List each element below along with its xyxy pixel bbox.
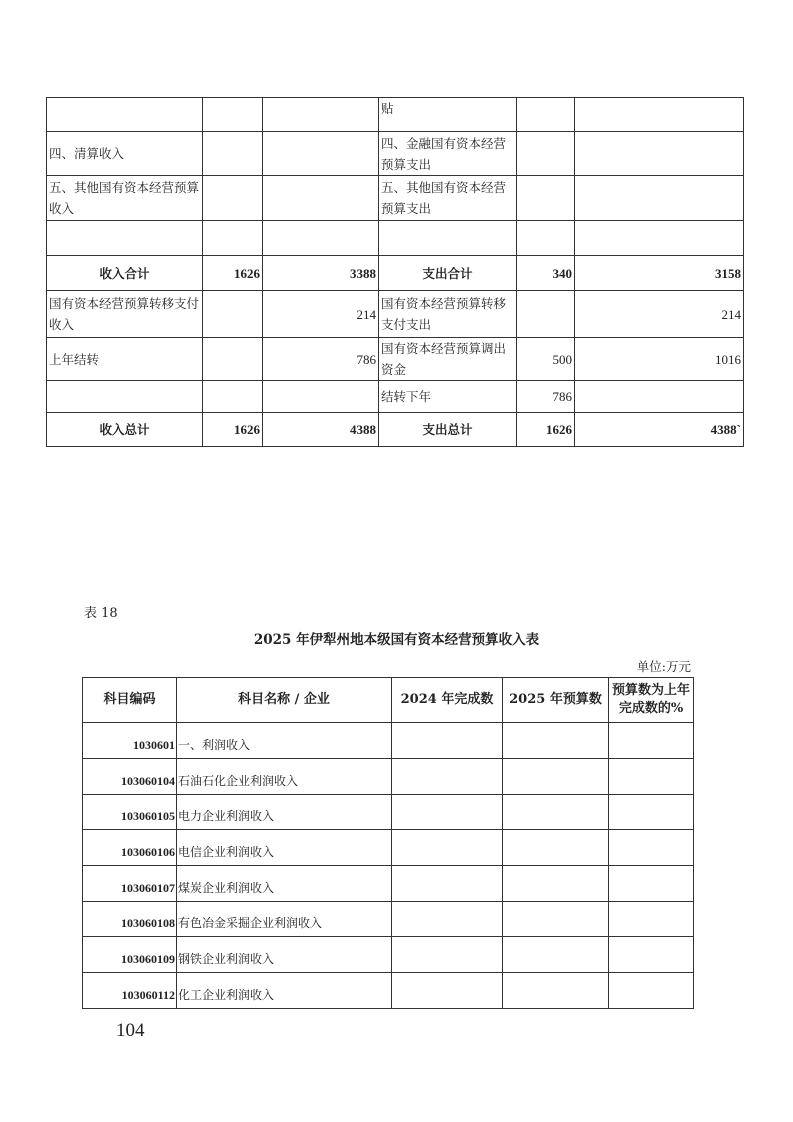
right-value2-cell: 1016 (575, 338, 744, 381)
left-value1-cell (203, 132, 263, 176)
right-label-cell: 支出合计 (379, 256, 517, 291)
code-cell: 103060108 (83, 901, 177, 937)
table-row (83, 901, 694, 937)
left-value1-cell (203, 98, 263, 132)
header-row (83, 678, 694, 723)
table-row (47, 132, 744, 176)
pct-cell (609, 937, 694, 973)
name-cell: 煤炭企业利润收入 (177, 866, 392, 902)
code-cell: 103060106 (83, 830, 177, 866)
table-row (83, 830, 694, 866)
right-value1-cell (517, 291, 575, 338)
value-2025-cell (503, 723, 609, 759)
left-label-cell (47, 221, 203, 256)
revenue-table (82, 677, 694, 1009)
table-label: 表 18 (84, 606, 118, 621)
right-label-cell: 结转下年 (379, 381, 517, 413)
value-2025-cell (503, 937, 609, 973)
header-pct: 预算数为上年完成数的% (609, 678, 694, 723)
left-value2-cell (263, 381, 379, 413)
right-label-cell: 五、其他国有资本经营预算支出 (379, 176, 517, 221)
page-number: 104 (116, 1020, 145, 1041)
left-value1-cell (203, 338, 263, 381)
right-value1-cell: 786 (517, 381, 575, 413)
right-value2-cell: 4388` (575, 413, 744, 447)
value-2025-cell (503, 901, 609, 937)
table-row (47, 291, 744, 338)
left-value2-cell (263, 221, 379, 256)
right-value2-cell: 214 (575, 291, 744, 338)
name-cell: 有色冶金采掘企业利润收入 (177, 901, 392, 937)
name-cell: 化工企业利润收入 (177, 973, 392, 1009)
pct-cell (609, 794, 694, 830)
code-cell: 103060109 (83, 937, 177, 973)
right-label-cell: 贴 (379, 98, 517, 132)
left-value1-cell (203, 381, 263, 413)
code-cell: 103060104 (83, 759, 177, 795)
value-2024-cell (392, 723, 503, 759)
code-cell: 103060105 (83, 794, 177, 830)
left-label-cell: 五、其他国有资本经营预算收入 (47, 176, 203, 221)
name-cell: 钢铁企业利润收入 (177, 937, 392, 973)
value-2025-cell (503, 973, 609, 1009)
right-value1-cell (517, 176, 575, 221)
table-row (83, 759, 694, 795)
table-row (47, 381, 744, 413)
table-row (83, 937, 694, 973)
right-value2-cell (575, 132, 744, 176)
left-value1-cell: 1626 (203, 256, 263, 291)
total-row (47, 256, 744, 291)
right-value2-cell (575, 98, 744, 132)
left-value2-cell (263, 176, 379, 221)
table-row (47, 98, 744, 132)
right-value2-cell (575, 221, 744, 256)
value-2025-cell (503, 759, 609, 795)
right-label-cell: 支出总计 (379, 413, 517, 447)
value-2025-cell (503, 794, 609, 830)
right-value1-cell (517, 98, 575, 132)
header-name: 科目名称 / 企业 (177, 678, 392, 723)
value-2024-cell (392, 759, 503, 795)
right-value1-cell: 1626 (517, 413, 575, 447)
table-row (47, 176, 744, 221)
name-cell: 电信企业利润收入 (177, 830, 392, 866)
right-label-cell: 国有资本经营预算转移支付支出 (379, 291, 517, 338)
right-value1-cell: 500 (517, 338, 575, 381)
right-label-cell: 国有资本经营预算调出资金 (379, 338, 517, 381)
code-cell: 103060112 (83, 973, 177, 1009)
table-row (83, 794, 694, 830)
left-value1-cell: 1626 (203, 413, 263, 447)
unit-label: 单位:万元 (636, 659, 691, 674)
table-row (47, 338, 744, 381)
left-label-cell (47, 381, 203, 413)
right-value1-cell: 340 (517, 256, 575, 291)
left-value2-cell (263, 132, 379, 176)
code-cell: 1030601 (83, 723, 177, 759)
left-label-cell: 国有资本经营预算转移支付收入 (47, 291, 203, 338)
pct-cell (609, 723, 694, 759)
name-cell: 电力企业利润收入 (177, 794, 392, 830)
table-row (47, 221, 744, 256)
header-2024: 2024 年完成数 (392, 678, 503, 723)
left-label-cell: 收入总计 (47, 413, 203, 447)
table-row (83, 723, 694, 759)
right-label-cell (379, 221, 517, 256)
value-2024-cell (392, 830, 503, 866)
right-value2-cell (575, 381, 744, 413)
code-cell: 103060107 (83, 866, 177, 902)
left-label-cell (47, 98, 203, 132)
value-2025-cell (503, 830, 609, 866)
table-row (83, 866, 694, 902)
pct-cell (609, 973, 694, 1009)
pct-cell (609, 759, 694, 795)
left-value2-cell: 4388 (263, 413, 379, 447)
pct-cell (609, 901, 694, 937)
left-label-cell: 四、清算收入 (47, 132, 203, 176)
pct-cell (609, 830, 694, 866)
value-2025-cell (503, 866, 609, 902)
left-value2-cell: 3388 (263, 256, 379, 291)
right-label-cell: 四、金融国有资本经营预算支出 (379, 132, 517, 176)
table-title: 2025 年伊犁州地本级国有资本经营预算收入表 (253, 632, 540, 648)
left-label-cell: 上年结转 (47, 338, 203, 381)
left-value2-cell: 214 (263, 291, 379, 338)
name-cell: 石油石化企业利润收入 (177, 759, 392, 795)
value-2024-cell (392, 937, 503, 973)
left-value2-cell (263, 98, 379, 132)
total-row (47, 413, 744, 447)
left-value1-cell (203, 176, 263, 221)
value-2024-cell (392, 794, 503, 830)
value-2024-cell (392, 973, 503, 1009)
header-2025: 2025 年预算数 (503, 678, 609, 723)
pct-cell (609, 866, 694, 902)
table-row (83, 973, 694, 1009)
left-value2-cell: 786 (263, 338, 379, 381)
right-value2-cell: 3158 (575, 256, 744, 291)
left-label-cell: 收入合计 (47, 256, 203, 291)
name-cell: 一、利润收入 (177, 723, 392, 759)
left-value1-cell (203, 221, 263, 256)
header-code: 科目编码 (83, 678, 177, 723)
value-2024-cell (392, 901, 503, 937)
right-value1-cell (517, 132, 575, 176)
budget-summary-table (46, 97, 744, 447)
right-value2-cell (575, 176, 744, 221)
right-value1-cell (517, 221, 575, 256)
left-value1-cell (203, 291, 263, 338)
value-2024-cell (392, 866, 503, 902)
